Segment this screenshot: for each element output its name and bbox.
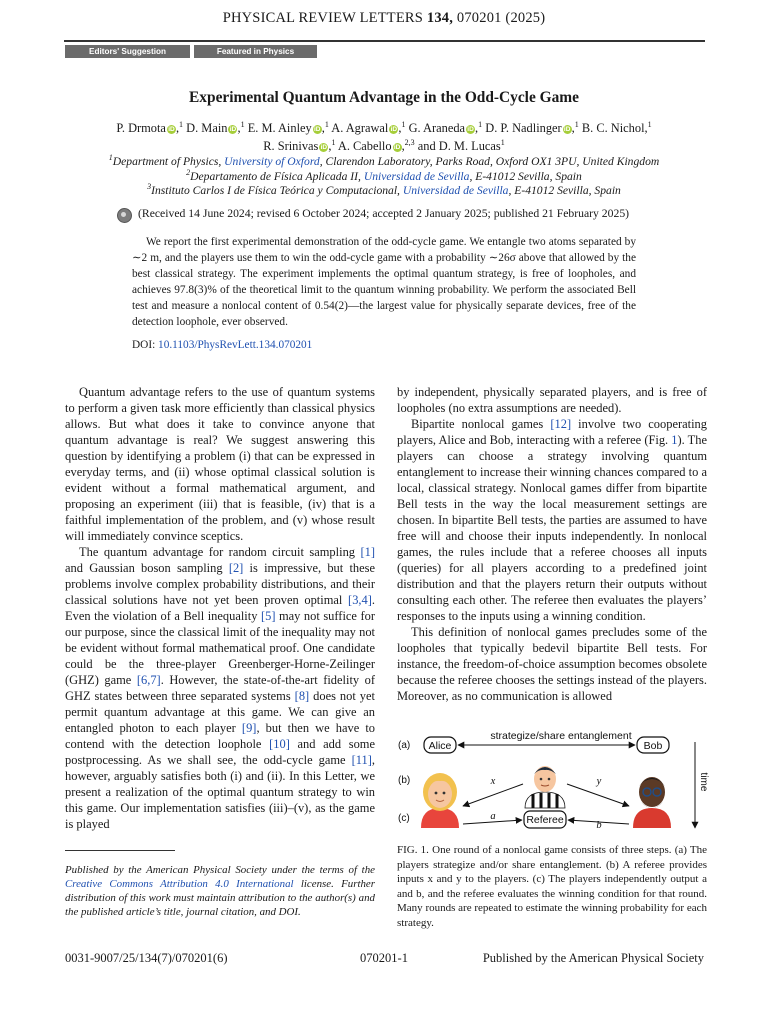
body-text: . However, the state-of-the-art fidelity of GHZ states between three separated systems <box>65 673 376 703</box>
author-name: A. Agrawal <box>331 121 389 135</box>
paragraph <box>65 544 375 832</box>
editors-suggestion-badge[interactable]: Editors' Suggestion <box>65 45 190 58</box>
affil-text: Department of Physics, <box>112 155 225 168</box>
author-affil: 1 <box>324 120 329 129</box>
author-line-2: R. Srinivas iD,$^1$ A. Cabello iD,$^{2,3}$ and D. M. Lucas$^1$ <box>263 138 505 153</box>
entanglement-label: strategize/share entanglement <box>490 730 632 742</box>
citation-link[interactable]: [10] <box>269 737 290 751</box>
alice-avatar <box>421 773 459 828</box>
body-text: involve two cooperating players, Alice and Bob, interacting with a referee (Fig. <box>397 417 707 447</box>
body-text: The quantum advantage for random circuit sampling <box>79 545 361 559</box>
body-text: and add some postprocessing. As we shall see, the odd-cycle game <box>65 737 375 767</box>
author-affil: 1 <box>478 120 483 129</box>
body-text: , however, arguably satisfies both (i) and (ii). In this Letter, we present a realization of the optimal quantum strategy to win this game. Our implementation satisfies (iii)–(v), as the game is played <box>65 753 375 831</box>
author-affil: 1 <box>647 120 652 129</box>
affil-text: , E-41012 Sevilla, Spain <box>469 170 582 183</box>
affil-link[interactable]: University of Oxford <box>224 155 320 168</box>
citation-link[interactable]: [8] <box>294 689 310 703</box>
affiliation-2 <box>0 170 768 183</box>
orcid-icon[interactable]: iD <box>467 126 474 133</box>
affil-link[interactable]: Universidad de Sevilla <box>402 184 509 197</box>
author-affil: 1 <box>574 120 579 129</box>
orcid-icon[interactable]: iD <box>229 126 237 133</box>
affil-number: 1 <box>108 153 113 162</box>
paper-title: Experimental Quantum Advantage in the Odd-Cycle Game <box>189 89 579 106</box>
affil-text: Instituto Carlos I de Física Teórica y Computacional, <box>151 184 403 197</box>
footnote-rule <box>65 850 175 851</box>
caption-text: One round of a nonlocal game consists of three steps. (a) The players strategize and/or share entanglement. (b) A referee provides inputs x and y to the players. (c) The players independently output a and b, and the referee evaluates the winning condition for that round. Many rounds are repeated to estimate the winning probability for each strategy. <box>397 844 708 929</box>
footer-page-number: 070201-1 <box>360 951 408 965</box>
doi-link[interactable]: 10.1103/PhysRevLett.134.070201 <box>158 339 313 351</box>
author-name: D. M. Lucas <box>438 139 501 153</box>
check-for-updates-icon[interactable] <box>117 208 132 223</box>
author-affil: 1 <box>401 120 406 129</box>
doi-line <box>132 339 312 351</box>
citation-link[interactable]: [12] <box>550 417 572 431</box>
orcid-icon[interactable]: iD <box>320 144 328 151</box>
affil-number: 2 <box>186 168 191 177</box>
citation-link[interactable]: [1] <box>360 545 375 559</box>
body-column-left <box>65 384 375 832</box>
citation-link[interactable]: [11] <box>351 753 372 767</box>
author-name: D. Main <box>186 121 228 135</box>
orcid-icon[interactable]: iD <box>393 144 401 151</box>
body-text: , but then we have to contend with the detection loophole <box>65 721 375 751</box>
referee-label: Referee <box>526 814 564 826</box>
caption-label: FIG. 1. <box>397 844 429 856</box>
author-line-1: P. Drmota iD,$^1$ D. Main iD,$^1$ E. M. Ainley iD,$^1$ A. Agrawal iD,$^1$ G. Araneda iD,$^1$ D. P. Nadlinger iD,$^1$ B. C. Nichol,$^1$ <box>116 120 652 135</box>
footnote-text: Published by the American Physical Society under the terms of the <box>65 864 375 876</box>
citation-link[interactable]: [9] <box>241 721 257 735</box>
output-b-label: b <box>596 820 602 831</box>
row-label-a: (a) <box>398 740 411 751</box>
doi-label: DOI: <box>132 339 156 351</box>
input-y-label: y <box>596 776 602 787</box>
author-affil: 1 <box>500 138 505 147</box>
figure-caption <box>397 843 707 930</box>
author-affil: 2,3 <box>404 138 415 147</box>
journal-volume: 134, <box>426 10 454 26</box>
journal-header <box>0 10 768 27</box>
body-text: may not suffice for our purpose, since the classical limit of the inequality may not be evident without formal mathematical proof. One candidate could be the three-player Greenberger-Horne-Zeilinger (GHZ) game <box>65 609 375 687</box>
author-name: P. Drmota <box>116 121 166 135</box>
orcid-icon[interactable]: iD <box>313 126 321 133</box>
license-link[interactable]: Creative Commons Attribution 4.0 International <box>65 878 294 890</box>
body-text: Quantum advantage refers to the use of quantum systems to perform a given task more efficiently than classical physics allows. But what does it take to convince anyone that quantum advantage is real? We suggest answering this question by identifying a problem (i) that can be expressed in everyday terms, and (ii) whose optimal classical solution is evident without a formal mathematical argument, and proposing an experiment (iii) that is feasible, (iv) that is a faithful implementation of the problem, and (v) whose result will immediately convince sceptics. <box>65 385 375 543</box>
paragraph <box>397 416 707 624</box>
received-dates: (Received 14 June 2024; revised 6 October 2024; accepted 2 January 2025; published 21 February 2025) <box>138 207 630 220</box>
citation-link[interactable]: 1 <box>671 433 678 447</box>
affiliation-1 <box>0 155 768 168</box>
author-affil: 1 <box>240 120 245 129</box>
orcid-icon[interactable]: iD <box>168 126 175 133</box>
orcid-icon[interactable]: iD <box>390 126 398 133</box>
abstract-text: We report the first experimental demonstration of the odd-cycle game. We entangle two atoms separated by ∼2 m, and the players use them to win the odd-cycle game with a probability ∼26σ above that allowed by the best classical strategy. The experiment implements the optimal quantum strategy, is free of loopholes, and achieves 97.8(3)% of the theoretical limit to the quantum winning probability. We perform the associated Bell test and measure a nonlocal content of 0.54(2)—the largest value for physically separate devices, free of the detection loophole, ever observed. <box>132 236 636 328</box>
bob-label: Bob <box>643 740 663 752</box>
input-x-label: x <box>490 776 496 787</box>
orcid-icon[interactable]: iD <box>563 126 571 133</box>
body-text: and Gaussian boson sampling <box>65 561 229 575</box>
input-y-arrow <box>567 784 629 806</box>
author-name: G. Araneda <box>408 121 466 135</box>
alice-label: Alice <box>428 740 452 752</box>
journal-name: PHYSICAL REVIEW LETTERS <box>222 10 424 26</box>
row-label-c: (c) <box>398 813 410 824</box>
author-name: A. Cabello <box>337 139 392 153</box>
affil-number: 3 <box>147 182 152 191</box>
footer-publisher: Published by the American Physical Society <box>482 951 704 965</box>
row-label-b: (b) <box>398 775 411 786</box>
body-text: does not yet permit quantum advantage at this game. We can give an entangled photon to each player <box>65 689 375 735</box>
author-name: B. C. Nichol, <box>581 121 648 135</box>
body-text: This definition of nonlocal games precludes some of the loopholes that typically bedevil bipartite Bell tests. For instance, the freedom-of-choice assumption becomes obsolete because the referee chooses the settings instead of the players. Moreover, as no communication is allowed <box>397 625 707 703</box>
body-text: Bipartite nonlocal games <box>411 417 551 431</box>
article-number: 070201 (2025) <box>456 10 546 26</box>
author-name: D. P. Nadlinger <box>485 121 562 135</box>
body-text: . Even the violation of a Bell inequality <box>65 593 375 623</box>
time-label: time <box>698 772 709 792</box>
author-affil: 1 <box>179 120 184 129</box>
header-rule <box>64 40 705 42</box>
author-name: R. Srinivas <box>263 139 319 153</box>
citation-link[interactable]: [5] <box>260 609 276 623</box>
paragraph <box>397 624 707 704</box>
paragraph <box>65 384 375 544</box>
output-a-label: a <box>490 811 496 822</box>
input-x-arrow <box>463 784 523 806</box>
affil-link[interactable]: Universidad de Sevilla <box>363 170 470 183</box>
body-text: ). The players can choose a strategy involving quantum entanglement to increase their winning chances compared to a local, classical strategy. Nonlocal games differ from bipartite Bell tests in the way the local measurement settings are chosen. In bipartite Bell tests, the parties are assumed to have free will and choose their inputs independently. In nonlocal games, the rules include that a referee chooses all inputs (queries) for all players according to a predefined joint distribution and that the players return their outputs without consulting each other. The referee then evaluates the players’ responses to the inputs using a winning condition. <box>397 433 707 623</box>
citation-link[interactable]: [2] <box>228 561 244 575</box>
body-text: by independent, physically separated players, and is free of loopholes (no extra assumptions are needed). <box>397 385 707 415</box>
footnote-text: license. Further distribution of this work must maintain attribution to the author(s) and the published article’s title, journal citation, and DOI. <box>65 878 375 918</box>
referee-avatar <box>525 766 565 808</box>
author-name: E. M. Ainley <box>247 121 312 135</box>
featured-in-physics-badge[interactable]: Featured in Physics <box>194 45 317 58</box>
affil-text: , E-41012 Sevilla, Spain <box>508 184 621 197</box>
citation-link[interactable]: [3,4] <box>348 593 372 607</box>
affil-text: , Clarendon Laboratory, Parks Road, Oxford OX1 3PU, United Kingdom <box>319 155 660 168</box>
license-footnote <box>65 863 375 919</box>
footer-issn: 0031-9007/25/134(7)/070201(6) <box>65 951 228 965</box>
body-text: is impressive, but these problems involve complex probability distributions, and their classical solutions have not yet been proven optimal <box>65 561 375 607</box>
affiliation-3 <box>0 184 768 197</box>
bob-avatar <box>633 777 671 828</box>
figure-1 <box>397 724 707 836</box>
affil-text: Departamento de Física Aplicada II, <box>190 170 364 183</box>
body-column-right <box>397 384 707 704</box>
and-word: and <box>417 139 436 153</box>
paragraph <box>397 384 707 416</box>
abstract <box>132 234 636 330</box>
author-affil: 1 <box>331 138 336 147</box>
citation-link[interactable]: [6,7] <box>136 673 161 687</box>
